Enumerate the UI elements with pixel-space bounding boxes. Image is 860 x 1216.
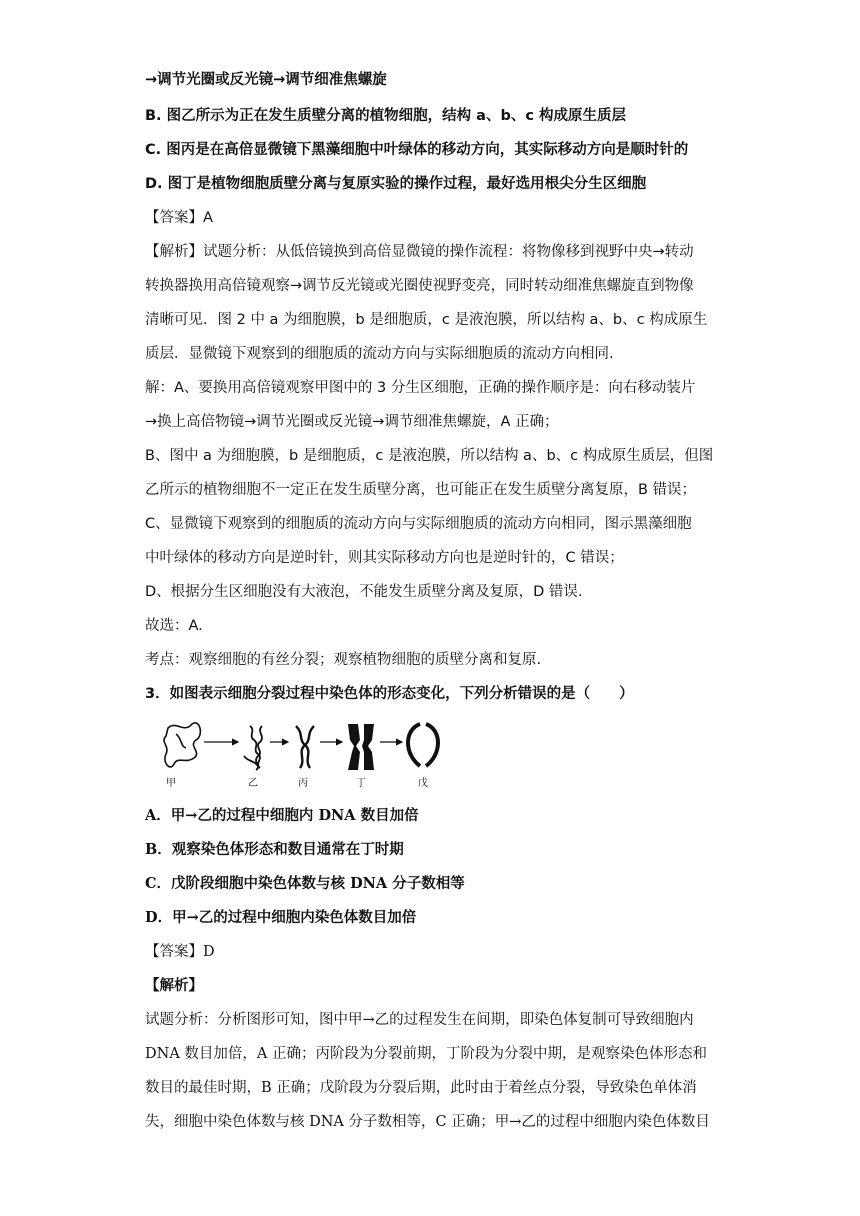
solution-line: 解：A、要换用高倍镜观察甲图中的 3 分生区细胞，正确的操作顺序是：向右移动装片: [145, 380, 696, 396]
solution-line: 乙所示的植物细胞不一定正在发生质壁分离，也可能正在发生质壁分离复原，B 错误；: [145, 482, 697, 498]
analysis-line: 质层．显微镜下观察到的细胞质的流动方向与实际细胞质的流动方向相同.: [145, 346, 614, 362]
chromosome-ding: [348, 724, 374, 770]
solution-line: →换上高倍物镜→调节光圈或反光镜→调节细准焦螺旋，A 正确；: [145, 414, 559, 430]
chromosome-bing: [296, 726, 314, 768]
solution-line: C、显微镜下观察到的细胞质的流动方向与实际细胞质的流动方向相同，图示黑藻细胞: [145, 516, 692, 532]
chromosome-wu: [408, 724, 438, 766]
analysis-line: 转换器换用高倍镜观察→调节反光镜或光圈使视野变亮，同时转动细准焦螺旋直到物像: [145, 278, 694, 294]
key-points-line: 考点：观察细胞的有丝分裂；观察植物细胞的质壁分离和复原.: [145, 652, 542, 668]
figure-label-jia: 甲: [166, 778, 176, 789]
option-b: B. 图乙所示为正在发生质壁分离的植物细胞，结构 a、b、c 构成原生质层: [145, 108, 626, 124]
question-3-option-a: A．甲→乙的过程中细胞内 DNA 数目加倍: [145, 807, 419, 824]
figure-label-wu: 戊: [418, 778, 428, 789]
figure-label-ding: 丁: [356, 778, 366, 789]
question-3-option-b: B．观察染色体形态和数目通常在丁时期: [145, 841, 404, 858]
chromosome-jia: [164, 723, 200, 767]
analysis-line: 数目的最佳时期，B 正确；戊阶段为分裂后期，此时由于着丝点分裂，导致染色单体消: [145, 1080, 697, 1096]
answer-label: 【答案】A: [145, 210, 213, 226]
analysis-line: 试题分析：分析图形可知，图中甲→乙的过程发生在间期，即染色体复制可导致细胞内: [145, 1012, 694, 1028]
solution-line: 中叶绿体的移动方向是逆时针，则其实际移动方向也是逆时针的，C 错误；: [145, 550, 624, 566]
figure-label-bing: 丙: [298, 778, 308, 789]
question-3-stem: 3．如图表示细胞分裂过程中染色体的形态变化，下列分析错误的是（ ）: [145, 686, 634, 702]
chromosome-yi: [244, 726, 262, 770]
analysis-line: 失，细胞中染色体数与核 DNA 分子数相等，C 正确；甲→乙的过程中细胞内染色体数目: [145, 1114, 710, 1130]
option-d: D. 图丁是植物细胞质壁分离与复原实验的操作过程，最好选用根尖分生区细胞: [145, 176, 647, 192]
solution-line: B、图中 a 为细胞膜，b 是细胞质，c 是液泡膜，所以结构 a、b、c 构成原生质层，但图: [145, 448, 714, 464]
question-3-option-c: C．戊阶段细胞中染色体数与核 DNA 分子数相等: [145, 875, 465, 892]
analysis-heading: 【解析】: [145, 978, 203, 994]
choice-line: 故选：A.: [145, 618, 203, 634]
option-c: C. 图丙是在高倍显微镜下黑藻细胞中叶绿体的移动方向，其实际移动方向是顺时针的: [145, 142, 689, 158]
option-a-continuation: →调节光圈或反光镜→调节细准焦螺旋: [145, 72, 387, 88]
answer-label: 【答案】D: [145, 944, 215, 960]
solution-line: D、根据分生区细胞没有大液泡，不能发生质壁分离及复原，D 错误.: [145, 584, 583, 600]
chromosome-figure: [158, 716, 448, 796]
analysis-line: DNA 数目加倍，A 正确；丙阶段为分裂前期，丁阶段为分裂中期，是观察染色体形态和: [145, 1046, 707, 1062]
analysis-line: 【解析】试题分析：从低倍镜换到高倍显微镜的操作流程：将物像移到视野中央→转动: [145, 244, 694, 260]
question-3-option-d: D．甲→乙的过程中细胞内染色体数目加倍: [145, 909, 417, 926]
analysis-line: 清晰可见．图 2 中 a 为细胞膜，b 是细胞质，c 是液泡膜，所以结构 a、b、c 构成原生: [145, 312, 708, 328]
figure-label-yi: 乙: [248, 778, 258, 789]
